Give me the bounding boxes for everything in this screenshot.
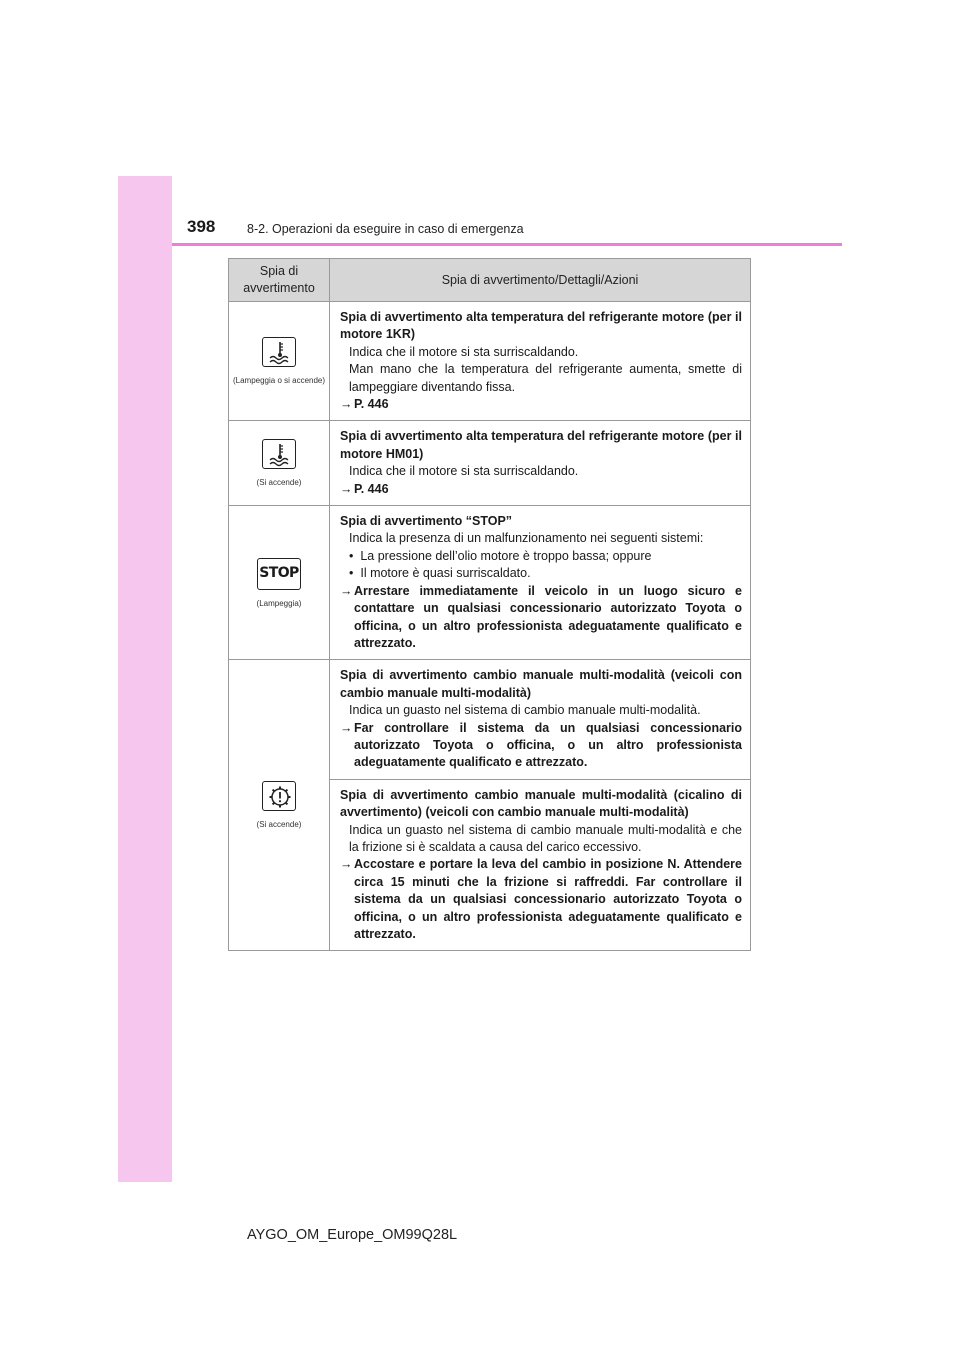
arrow-icon: →: [340, 583, 353, 598]
warning-title: Spia di avvertimento cambio manuale multi-modalità (veicoli con cambio manuale multi-modalità): [340, 668, 742, 700]
stop-icon: [257, 558, 301, 590]
description-line: Man mano che la temperatura del refrigerante aumenta, smette di lampeggiare diventando fissa.: [349, 362, 742, 394]
arrow-icon: →: [340, 397, 353, 412]
description-cell: [330, 302, 751, 421]
page-reference-text: P. 446: [354, 481, 389, 496]
column-header-warning-light: Spia di avvertimento: [229, 259, 330, 302]
warning-lights-table: [228, 258, 751, 951]
table-header-row: [229, 259, 751, 302]
description-cell: [330, 421, 751, 506]
action-instruction: [340, 720, 742, 772]
icon-caption: (Lampeggia o si accende): [232, 376, 326, 386]
list-item-text: La pressione dell’olio motore è troppo bassa; oppure: [360, 548, 652, 563]
chapter-sidebar-tab: [118, 176, 172, 1182]
action-text: Arrestare immediatamente il veicolo in un luogo sicuro e contattare un qualsiasi concessionario autorizzato Toyota o officina, o un altro professionista adeguatamente qualificato e attrezzato.: [354, 583, 742, 650]
description-cell: [330, 506, 751, 660]
bullet-icon: •: [349, 566, 354, 581]
icon-caption: (Si accende): [256, 820, 302, 830]
section-title: 8-2. Operazioni da eseguire in caso di emergenza: [247, 222, 524, 236]
icon-caption: (Lampeggia): [256, 598, 302, 608]
stop-icon-text: STOP: [259, 564, 299, 581]
list-item-text: Il motore è quasi surriscaldato.: [360, 566, 531, 581]
action-instruction: [340, 856, 742, 943]
gear-exclamation-icon: [262, 781, 296, 811]
arrow-icon: →: [340, 481, 353, 496]
description-cell: [330, 779, 751, 951]
coolant-temperature-icon: [262, 337, 296, 367]
icon-cell: [229, 421, 330, 506]
table-row: [229, 421, 751, 506]
document-code: AYGO_OM_Europe_OM99Q28L: [247, 1227, 458, 1243]
table-row: [229, 506, 751, 660]
bullet-icon: •: [349, 548, 354, 563]
icon-caption: (Si accende): [256, 478, 302, 488]
description-cell: [330, 660, 751, 779]
page-reference: [340, 481, 742, 498]
warning-title: Spia di avvertimento alta temperatura del refrigerante motore (per il motore 1KR): [340, 310, 742, 342]
description-line: Indica che il motore si sta surriscaldando.: [349, 344, 579, 359]
page-reference: [340, 396, 742, 413]
icon-cell: [229, 302, 330, 421]
warning-title: Spia di avvertimento alta temperatura del refrigerante motore (per il motore HM01): [340, 429, 742, 461]
description-line: Indica un guasto nel sistema di cambio manuale multi-modalità e che la frizione si è scaldata a causa del carico eccessivo.: [349, 822, 742, 854]
icon-cell: [229, 660, 330, 951]
column-header-details: Spia di avvertimento/Dettagli/Azioni: [330, 259, 751, 302]
table-row: [229, 302, 751, 421]
description-line: Indica che il motore si sta surriscaldando.: [349, 464, 579, 479]
action-text: Accostare e portare la leva del cambio in posizione N. Attendere circa 15 minuti che la frizione si raffreddi. Far controllare il sistema da un qualsiasi concessionario autorizzato Toyota o officina, o un altro professionista adeguatamente qualificato e attrezzato.: [354, 857, 742, 941]
page-reference-text: P. 446: [354, 397, 389, 412]
action-text: Far controllare il sistema da un qualsiasi concessionario autorizzato Toyota o officina, o un altro professionista adeguatamente qualificato e attrezzato.: [354, 720, 742, 770]
list-item: [340, 548, 742, 565]
coolant-temperature-icon: [262, 439, 296, 469]
description-line: Indica un guasto nel sistema di cambio manuale multi-modalità.: [349, 703, 701, 718]
table-row: [229, 660, 751, 779]
arrow-icon: →: [340, 720, 353, 735]
action-instruction: [340, 583, 742, 653]
description-line: Indica la presenza di un malfunzionamento nei seguenti sistemi:: [349, 531, 704, 546]
list-item: [340, 565, 742, 582]
icon-cell: [229, 506, 330, 660]
page-number: 398: [187, 217, 216, 236]
warning-title: Spia di avvertimento “STOP”: [340, 514, 513, 529]
header-rule: [172, 243, 842, 246]
arrow-icon: →: [340, 857, 353, 872]
warning-title: Spia di avvertimento cambio manuale multi-modalità (cicalino di avvertimento) (veicoli con cambio manuale multi-modalità): [340, 787, 742, 820]
